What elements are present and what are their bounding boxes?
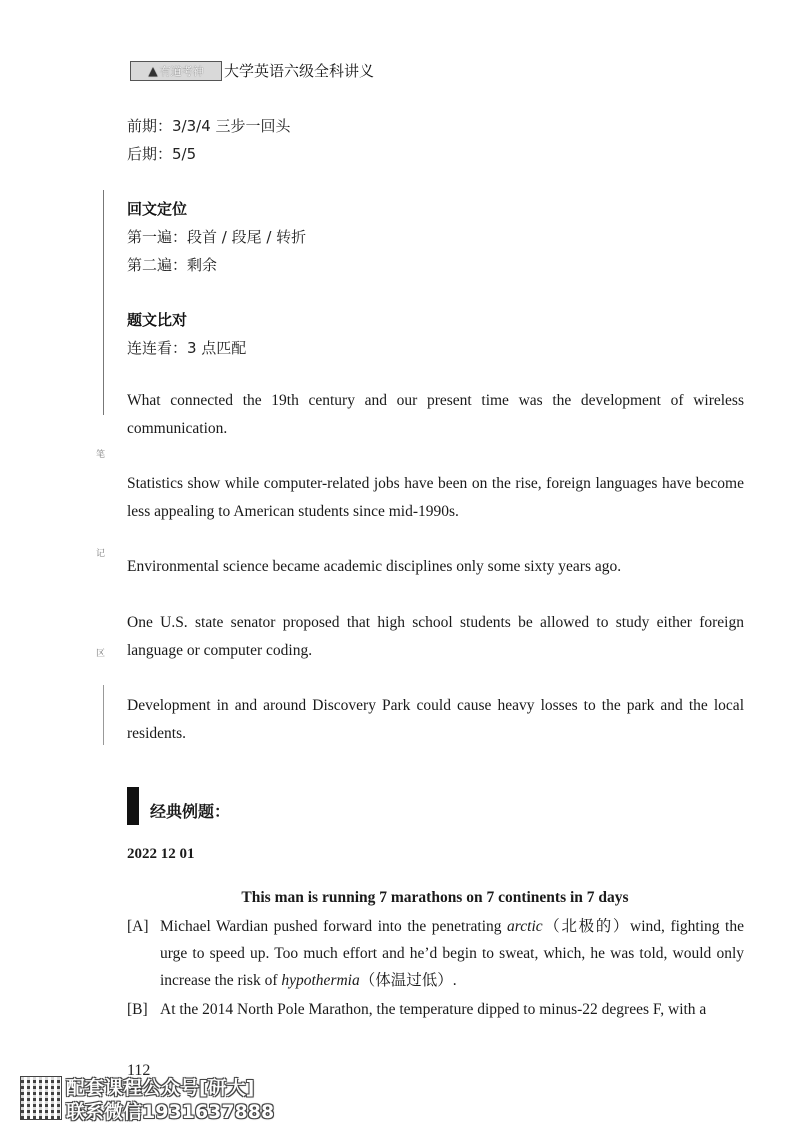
locate-heading: 回文定位 — [127, 200, 188, 218]
side-note-3: 区 — [96, 649, 106, 659]
item-a-gloss2: （体温过低） — [359, 971, 453, 989]
statement-2: Statistics show while computer-related jobs have been on the rise, foreign languages have become less appealing to American students since mid-1990s. — [127, 475, 744, 520]
qr-code-icon — [20, 1076, 62, 1120]
exam-date: 2022 12 01 — [127, 846, 195, 862]
item-a-part2: wind, fighting the urge to speed up. Too much effort and he’d begin to sweat, which, he was told, would only increase the risk of — [160, 918, 744, 989]
item-text-a — [160, 913, 744, 994]
page-number: 112 — [127, 1062, 151, 1079]
item-a-part3: . — [452, 972, 457, 989]
article-title: This man is running 7 marathons on 7 continents in 7 days — [241, 889, 629, 906]
strategy-late: 后期：5/5 — [127, 145, 197, 163]
logo-text: 有道考神 — [159, 65, 204, 78]
margin-rule — [103, 190, 104, 415]
watermark-line-1: 配套课程公众号[研大] — [66, 1077, 255, 1099]
locate-first: 第一遍：段首 / 段尾 / 转折 — [127, 228, 307, 246]
statement-3: Environmental science became academic disciplines only some sixty years ago. — [127, 558, 622, 575]
item-label-a: [A] — [127, 918, 149, 935]
strategy-early: 前期：3/3/4 三步一回头 — [127, 117, 291, 135]
item-a-part1: Michael Wardian pushed forward into the penetrating — [160, 918, 508, 935]
item-a-gloss1: （北极的） — [542, 917, 631, 935]
compare-heading: 题文比对 — [127, 311, 188, 329]
side-note-2: 记 — [96, 549, 106, 559]
book-icon: ▲ — [148, 64, 158, 78]
statement-4: One U.S. state senator proposed that high school students be allowed to study either foreign language or computer coding. — [127, 614, 744, 659]
item-a-term2: hypothermia — [281, 972, 360, 989]
item-a-term1: arctic — [507, 918, 543, 935]
publisher-logo — [130, 61, 222, 81]
item-label-b: [B] — [127, 1001, 148, 1018]
book-title: 大学英语六级全科讲义 — [224, 62, 375, 80]
section-marker-bar — [127, 787, 139, 825]
statement-1: What connected the 19th century and our present time was the development of wireless communication. — [127, 392, 744, 437]
locate-second: 第二遍：剩余 — [127, 256, 218, 274]
side-note-1: 笔 — [96, 450, 106, 460]
watermark-line-2: 联系微信1931637888 — [66, 1101, 275, 1123]
example-heading: 经典例题： — [150, 802, 231, 821]
item-text-b: At the 2014 North Pole Marathon, the temperature dipped to minus-22 degrees F, with a — [160, 1001, 707, 1018]
compare-match: 连连看：3 点匹配 — [127, 339, 247, 357]
margin-rule-lower — [103, 685, 104, 745]
statement-5: Development in and around Discovery Park could cause heavy losses to the park and the local residents. — [127, 697, 744, 742]
